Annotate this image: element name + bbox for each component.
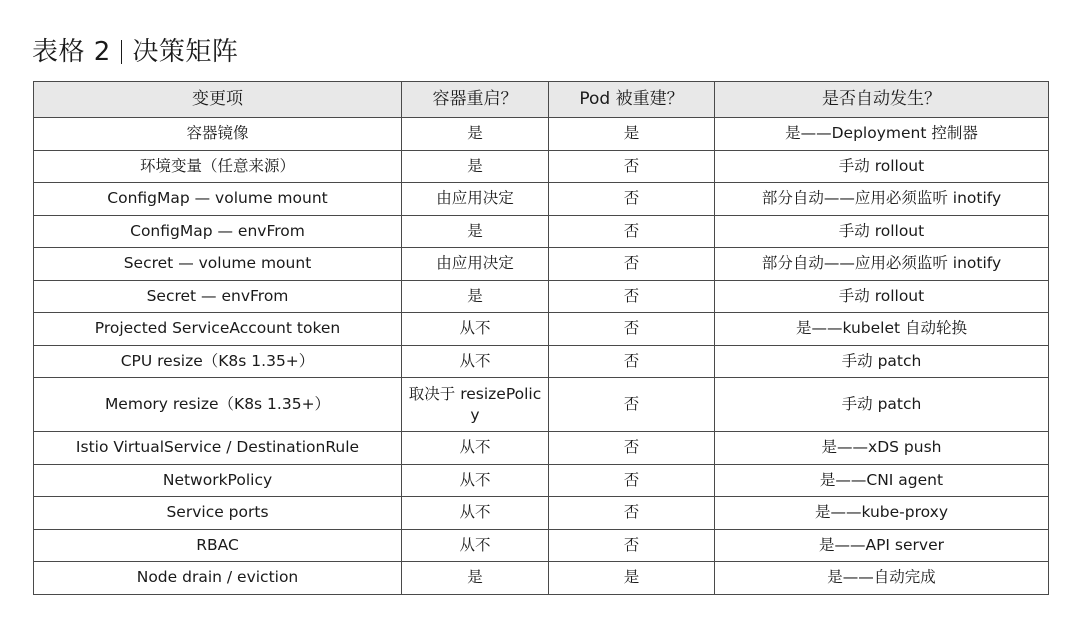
table-row xyxy=(34,183,1049,216)
cell-change-item: Secret — volume mount xyxy=(34,248,402,281)
cell-change-item: RBAC xyxy=(34,529,402,562)
cell-automatic: 手动 rollout xyxy=(715,280,1049,313)
title-divider xyxy=(121,40,123,64)
cell-container-restart: 从不 xyxy=(402,313,549,346)
cell-change-item: ConfigMap — volume mount xyxy=(34,183,402,216)
cell-change-item: Memory resize（K8s 1.35+） xyxy=(34,378,402,432)
cell-automatic: 是——自动完成 xyxy=(715,562,1049,595)
table-row xyxy=(34,150,1049,183)
cell-pod-recreated: 否 xyxy=(549,464,715,497)
cell-pod-recreated: 否 xyxy=(549,215,715,248)
cell-automatic: 是——API server xyxy=(715,529,1049,562)
cell-automatic: 手动 patch xyxy=(715,378,1049,432)
cell-container-restart: 从不 xyxy=(402,432,549,465)
table-row xyxy=(34,432,1049,465)
table-row xyxy=(34,215,1049,248)
cell-change-item: Secret — envFrom xyxy=(34,280,402,313)
table-row xyxy=(34,313,1049,346)
cell-automatic: 手动 rollout xyxy=(715,215,1049,248)
cell-change-item: 环境变量（任意来源） xyxy=(34,150,402,183)
cell-change-item: CPU resize（K8s 1.35+） xyxy=(34,345,402,378)
header-change-item: 变更项 xyxy=(34,82,402,118)
cell-container-restart: 由应用决定 xyxy=(402,183,549,216)
cell-change-item: NetworkPolicy xyxy=(34,464,402,497)
cell-pod-recreated: 是 xyxy=(549,118,715,151)
cell-pod-recreated: 否 xyxy=(549,150,715,183)
table-row xyxy=(34,118,1049,151)
cell-container-restart: 是 xyxy=(402,562,549,595)
table-row xyxy=(34,378,1049,432)
cell-container-restart: 是 xyxy=(402,150,549,183)
cell-container-restart: 是 xyxy=(402,280,549,313)
table-row xyxy=(34,248,1049,281)
cell-change-item: Node drain / eviction xyxy=(34,562,402,595)
header-row xyxy=(34,82,1049,118)
cell-pod-recreated: 否 xyxy=(549,529,715,562)
cell-container-restart: 取决于 resizePolicy xyxy=(402,378,549,432)
cell-container-restart: 是 xyxy=(402,215,549,248)
cell-change-item: 容器镜像 xyxy=(34,118,402,151)
table-row xyxy=(34,280,1049,313)
cell-automatic: 是——Deployment 控制器 xyxy=(715,118,1049,151)
cell-change-item: Service ports xyxy=(34,497,402,530)
cell-container-restart: 从不 xyxy=(402,497,549,530)
cell-automatic: 部分自动——应用必须监听 inotify xyxy=(715,248,1049,281)
cell-container-restart: 由应用决定 xyxy=(402,248,549,281)
table-header xyxy=(34,82,1049,118)
cell-automatic: 手动 rollout xyxy=(715,150,1049,183)
table-row xyxy=(34,529,1049,562)
cell-container-restart: 从不 xyxy=(402,464,549,497)
cell-pod-recreated: 是 xyxy=(549,562,715,595)
title-prefix: 表格 2 xyxy=(32,37,111,67)
cell-automatic: 部分自动——应用必须监听 inotify xyxy=(715,183,1049,216)
cell-pod-recreated: 否 xyxy=(549,248,715,281)
cell-container-restart: 从不 xyxy=(402,345,549,378)
cell-automatic: 是——kube-proxy xyxy=(715,497,1049,530)
cell-change-item: Istio VirtualService / DestinationRule xyxy=(34,432,402,465)
title-main: 决策矩阵 xyxy=(132,37,239,67)
cell-change-item: ConfigMap — envFrom xyxy=(34,215,402,248)
header-automatic: 是否自动发生？ xyxy=(715,82,1049,118)
cell-pod-recreated: 否 xyxy=(549,345,715,378)
table-row xyxy=(34,345,1049,378)
cell-automatic: 是——xDS push xyxy=(715,432,1049,465)
table-row xyxy=(34,562,1049,595)
cell-automatic: 是——kubelet 自动轮换 xyxy=(715,313,1049,346)
cell-pod-recreated: 否 xyxy=(549,378,715,432)
cell-container-restart: 从不 xyxy=(402,529,549,562)
decision-matrix-table xyxy=(33,81,1049,595)
cell-pod-recreated: 否 xyxy=(549,497,715,530)
cell-pod-recreated: 否 xyxy=(549,183,715,216)
cell-pod-recreated: 否 xyxy=(549,432,715,465)
cell-pod-recreated: 否 xyxy=(549,313,715,346)
table-row xyxy=(34,464,1049,497)
header-container-restart: 容器重启？ xyxy=(402,82,549,118)
cell-automatic: 手动 patch xyxy=(715,345,1049,378)
page-title xyxy=(32,34,238,70)
cell-pod-recreated: 否 xyxy=(549,280,715,313)
cell-change-item: Projected ServiceAccount token xyxy=(34,313,402,346)
cell-automatic: 是——CNI agent xyxy=(715,464,1049,497)
header-pod-recreated: Pod 被重建？ xyxy=(549,82,715,118)
table-body xyxy=(34,118,1049,595)
table-row xyxy=(34,497,1049,530)
cell-container-restart: 是 xyxy=(402,118,549,151)
